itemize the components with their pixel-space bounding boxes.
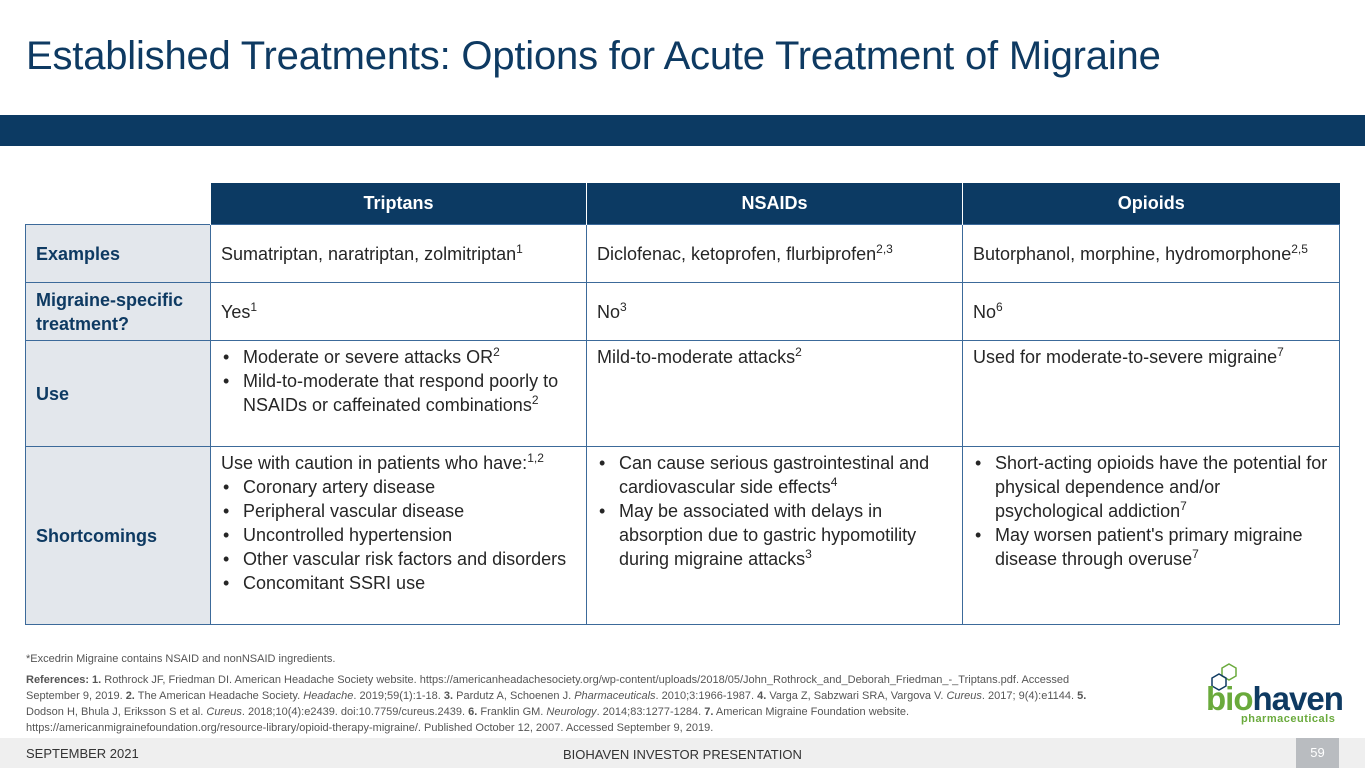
cell-specific-nsaids: No$^3$ <box>587 282 963 340</box>
list-item: • Other vascular risk factors and disorders <box>221 547 576 571</box>
cell-use-nsaids: Mild-to-moderate attacks$^2$ <box>587 340 963 446</box>
cell-examples-opioids: Butorphanol, morphine, hydromorphone$^{2,5}$ <box>963 224 1340 282</box>
cell-examples-triptans: Sumatriptan, naratriptan, zolmitriptan$^1$ <box>211 224 587 282</box>
page-title: Established Treatments: Options for Acute Treatment of Migraine <box>26 34 1161 78</box>
cell-specific-triptans: Yes$^1$ <box>211 282 587 340</box>
header-blank <box>26 183 211 224</box>
cell-shortcomings-opioids <box>963 446 1340 624</box>
list-item: • May worsen patient's primary migraine disease through overuse$^7$ <box>973 523 1329 571</box>
list-item: • Moderate or severe attacks $OR^2$ <box>221 345 576 369</box>
references: References: 1. Rothrock JF, Friedman DI. American Headache Society website. https://americanheadachesociety.org/wp-content/uploads/2018/05/John_Rothrock_and_Deborah_Friedman_-_Triptans.pdf. Accessed September 9, 2019. 2. The American Headache Society. Headache. 2019;59(1):1-18. 3. Pardutz A, Schoenen J. Pharmaceuticals. 2010;3:1966-1987. 4. Varga Z, Sabzwari SRA, Vargova V. Cureus. 2017; 9(4):e1144. 5. Dodson H, Bhula J, Eriksson S et al. Cureus. 2018;10(4):e2439. doi:10.7759/cureus.2439. 6. Franklin GM. Neurology. 2014;83:1277-1284. 7. American Migraine Foundation website. https://americanmigrainefoundation.org/resource-library/opioid-therapy-migraine/. Published October 12, 2007. Accessed September 9, 2019. <box>26 674 1087 734</box>
table-row <box>26 282 1340 340</box>
list-item: • Coronary artery disease <box>221 475 576 499</box>
shortcomings-intro: Use with caution in patients who have:$^{1,2}$ <box>221 450 544 473</box>
footer-date: SEPTEMBER 2021 <box>26 746 139 761</box>
list-item: • Can cause serious gastrointestinal and cardiovascular side effects$^4$ <box>597 451 952 499</box>
row-label-examples: Examples <box>26 224 211 282</box>
table-header-row <box>26 183 1340 224</box>
list-item: • Concomitant SSRI use <box>221 571 576 595</box>
list-item: • Peripheral vascular disease <box>221 499 576 523</box>
footnote: *Excedrin Migraine contains NSAID and nonNSAID ingredients. <box>26 653 336 665</box>
references-label: References: <box>26 674 89 686</box>
cell-use-opioids: Used for moderate-to-severe migraine$^7$ <box>963 340 1340 446</box>
list-item: • May be associated with delays in absorption due to gastric hypomotility during migraine attacks$^3$ <box>597 499 952 571</box>
cell-specific-opioids: No$^6$ <box>963 282 1340 340</box>
title-band <box>0 115 1365 146</box>
header-opioids: Opioids <box>963 183 1340 224</box>
table-row <box>26 224 1340 282</box>
cell-examples-nsaids: Diclofenac, ketoprofen, flurbiprofen$^{2,3}$ <box>587 224 963 282</box>
list-item: • Short-acting opioids have the potential for physical dependence and/or psychological addiction$^7$ <box>973 451 1329 523</box>
cell-shortcomings-nsaids <box>587 446 963 624</box>
header-triptans: Triptans <box>211 183 587 224</box>
treatment-table <box>25 183 1340 625</box>
footer-presentation-title: BIOHAVEN INVESTOR PRESENTATION <box>563 747 802 762</box>
row-label-shortcomings: Shortcomings <box>26 446 211 624</box>
list-item: • Mild-to-moderate that respond poorly to NSAIDs or caffeinated combinations$^2$ <box>221 369 576 417</box>
header-nsaids: NSAIDs <box>587 183 963 224</box>
cell-use-triptans <box>211 340 587 446</box>
cell-shortcomings-triptans <box>211 446 587 624</box>
company-logo: biohaven <box>1206 680 1343 717</box>
list-item: • Uncontrolled hypertension <box>221 523 576 547</box>
row-label-use: Use <box>26 340 211 446</box>
page-number: 59 <box>1296 738 1339 768</box>
row-label-migraine-specific: Migraine-specific treatment? <box>26 282 211 340</box>
logo-subtitle: pharmaceuticals <box>1241 713 1336 725</box>
table-row <box>26 340 1340 446</box>
table-row <box>26 446 1340 624</box>
